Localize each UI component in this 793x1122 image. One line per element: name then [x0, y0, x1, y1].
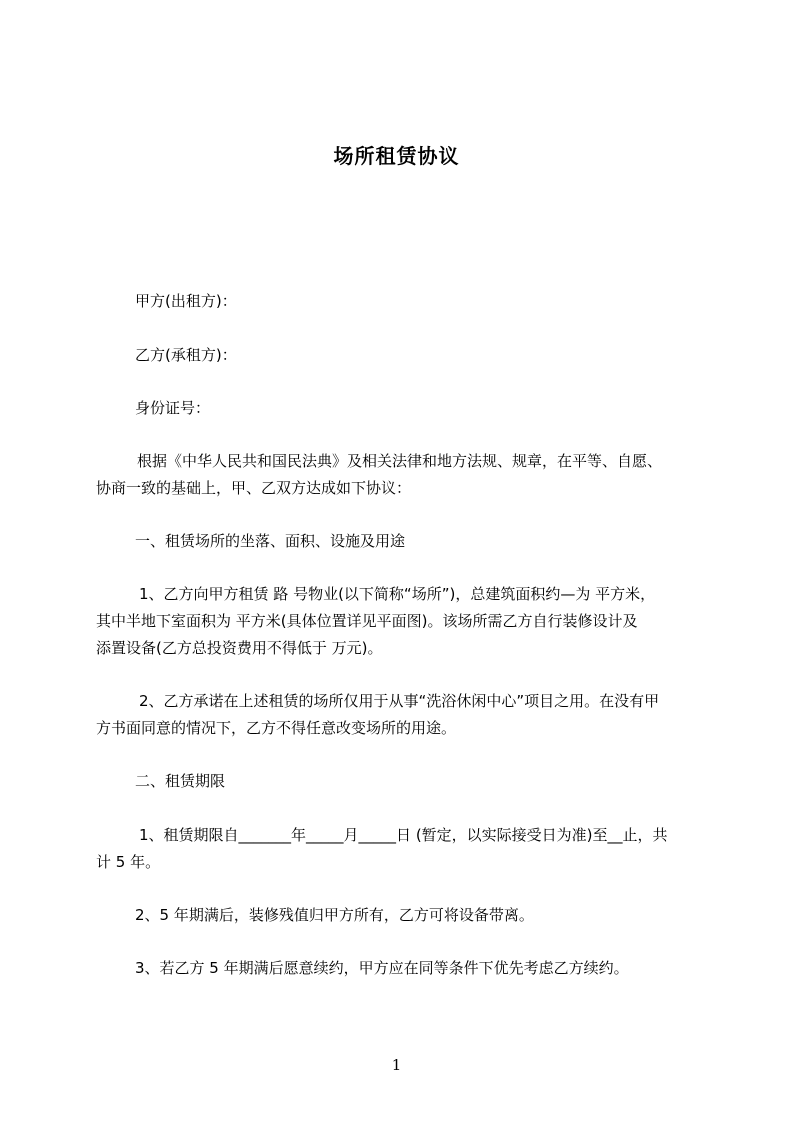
- preamble-line-1: 根据《中华人民共和国民法典》及相关法律和地方法规、规章，在平等、自愿、: [137, 452, 663, 470]
- party-b-line: 乙方(承租方)：: [135, 346, 237, 364]
- document-title: 场所租赁协议: [333, 144, 460, 168]
- clause-1-1-line-3: 添置设备(乙方总投资费用不得低于 万元)。: [96, 639, 383, 657]
- clause-1-1-line-1: 1、乙方向甲方租赁 路 号物业(以下简称“场所”)，总建筑面积约—为 平方米，: [139, 585, 656, 603]
- clause-1-1-line-2: 其中半地下室面积为 平方米(具体位置详见平面图)。该场所需乙方自行装修设计及: [96, 612, 638, 630]
- section-2-heading: 二、租赁期限: [135, 772, 226, 790]
- id-number-line: 身份证号：: [135, 399, 211, 417]
- clause-1-2-line-2: 方书面同意的情况下，乙方不得任意改变场所的用途。: [96, 719, 457, 737]
- section-1-heading: 一、租赁场所的坐落、面积、设施及用途: [135, 532, 406, 550]
- party-a-line: 甲方(出租方)：: [135, 292, 237, 310]
- preamble-line-2: 协商一致的基础上，甲、乙双方达成如下协议：: [96, 479, 412, 497]
- clause-1-2-line-1: 2、乙方承诺在上述租赁的场所仅用于从事“洗浴休闲中心”项目之用。在没有甲: [139, 692, 660, 710]
- clause-2-2: 2、5 年期满后，装修残值归甲方所有，乙方可将设备带离。: [135, 906, 534, 924]
- clause-2-1-line-1: 1、租赁期限自_______年_____月_____日 (暂定，以实际接受日为准)至__止，共: [139, 826, 668, 844]
- clause-2-3: 3、若乙方 5 年期满后愿意续约，甲方应在同等条件下优先考虑乙方续约。: [135, 959, 629, 977]
- page-number: 1: [391, 1056, 402, 1074]
- clause-2-1-line-2: 计 5 年。: [96, 853, 161, 871]
